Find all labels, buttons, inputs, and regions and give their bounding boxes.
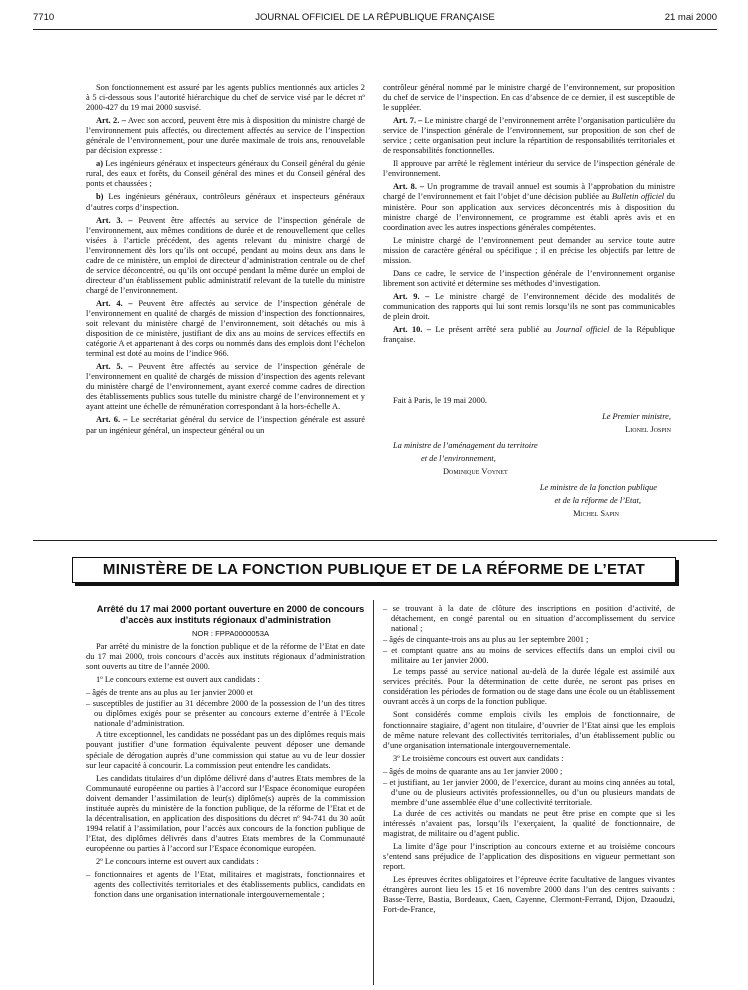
decree-body-left: [86, 642, 365, 900]
paragraph: [86, 362, 365, 412]
article-label: Art. 9. –: [393, 291, 430, 301]
article-label: Art. 2. –: [96, 116, 126, 126]
paragraph: [86, 675, 365, 685]
paragraph: [383, 269, 675, 289]
paragraph: [383, 292, 675, 322]
header-rule: [33, 29, 717, 30]
italic-title: Journal officiel: [555, 325, 610, 335]
paragraph-text: A titre exceptionnel, les candidats ne possédant pas un des diplômes requis mais pouvant justifier d’une formation équivalente peuvent déposer une demande spéciale de dérogation auprès d’une commission qui statue au vu de leur dossier sur leur capacité à concourir. La commission peut entendre les candidats.: [86, 730, 365, 770]
paragraph-text: Peuvent être affectés au service de l’inspection générale de l’environnement en qualité de chargés de mission d’inspection des agents relevant du ministère chargé de l’environnement, ayant exercé comme cadres de direction des établissements publics sous tutelle du ministre chargé de l’environnement et y ayant atteint une échelle de rémunération correspondant à la hors-échelle A.: [86, 362, 365, 412]
paragraph: [383, 875, 675, 915]
article-label: Art. 8. –: [393, 182, 425, 192]
paragraph-text: Dans ce cadre, le service de l’inspection générale de l’environnement organise librement son activité et détermine ses méthodes d’investigation.: [383, 268, 675, 288]
decree-nor: NOR : FPPA0000053A: [191, 629, 270, 638]
paragraph-text: – âgés de trente ans au plus au 1er janvier 2000 et: [86, 688, 253, 698]
article-label: Art. 3. –: [96, 215, 133, 225]
paragraph-text: 1º Le concours externe est ouvert aux candidats :: [96, 675, 260, 685]
article-label: Art. 6. –: [96, 415, 128, 425]
paragraph-text: – et justifiant, au 1er janvier 2000, de l’exercice, durant au moins cinq années au total, d’une ou de plusieurs activités professionnelles, ou d’un ou plusieurs mandats de membre d’une assemblée élue d’une collectivité territoriale.: [383, 777, 675, 807]
paragraph-text: Un programme de travail annuel est soumis à l’approbation du ministre chargé de l’environnement et fait l’objet d’une décision publiée au: [383, 182, 675, 202]
paragraph-text: Le secrétariat général du service de l’inspection générale est assuré par un ingénieur général, un inspecteur général ou un: [86, 415, 365, 435]
paragraph-text: 2º Le concours interne est ouvert aux candidats :: [96, 856, 259, 866]
paragraph: [86, 415, 365, 435]
paragraph-text: – se trouvant à la date de clôture des inscriptions en position d’activité, de détachement, en congé parental ou en situation d’accomplissement du service national ;: [383, 604, 675, 634]
env-minister-name: Dominique Voynet: [443, 467, 508, 477]
issue-date: 21 mai 2000: [664, 12, 717, 23]
paragraph: [383, 604, 675, 634]
paragraph: [383, 778, 675, 808]
section-rule: [33, 540, 717, 541]
paragraph: [383, 159, 675, 179]
paragraph-text: Le ministre chargé de l’environnement peut demander au service toute autre mission de caractère général ou spécifique ; il en précise les objectifs par lettre de mission.: [383, 235, 675, 265]
env-minister-title-2: et de l’environnement,: [421, 454, 496, 464]
top-left-column: [86, 83, 365, 439]
paragraph: [86, 774, 365, 854]
paragraph-text: 3º Le troisième concours est ouvert aux candidats :: [393, 753, 564, 763]
fp-minister-title-2: et de la réforme de l’Etat,: [554, 496, 641, 506]
paragraph: [383, 83, 675, 113]
paragraph-text: Il approuve par arrêté le règlement intérieur du service de l’inspection générale de l’environnement.: [383, 159, 675, 179]
paragraph: [86, 192, 365, 212]
paragraph-text: Les épreuves écrites obligatoires et l’épreuve écrite facultative de langues vivantes étrangères auront lieu les 15 et 16 novembre 2000 dans l’un des centres suivants : Basse-Terre, Bastia, Bordeaux, Caen, Cayenne, Clermont-Ferrand, Dijon, Dzaoudzi, Fort-de-France,: [383, 875, 675, 915]
paragraph-text: Peuvent être affectés au service de l’inspection générale de l’environnement en qualité de chargés de mission d’inspection des fonctionnaires, soit relevant du ministère chargé de l’environnement, soit détachés ou mis à disposition de ce ministère, justifiant de dix ans au moins de services effectifs en catégorie A et appartenant à des corps ou nommés dans des emplois dont l’échelon terminal est doté au moins de l’indice 966.: [86, 298, 365, 359]
ministry-banner: MINISTÈRE DE LA FONCTION PUBLIQUE ET DE LA RÉFORME DE L’ETAT: [72, 557, 676, 583]
article-label: Art. 4. –: [96, 298, 133, 308]
paragraph-text: Les ingénieurs généraux, contrôleurs généraux et inspecteurs généraux d’autres corps d’inspection.: [86, 192, 365, 212]
paragraph-text: Par arrêté du ministre de la fonction publique et de la réforme de l’Etat en date du 17 mai 2000, trois concours d’accès aux instituts régionaux d’administration sont ouverts au titre de l’année 2000.: [86, 642, 365, 672]
paragraph: [86, 159, 365, 189]
place-date: Fait à Paris, le 19 mai 2000.: [393, 396, 487, 405]
pm-name: Lionel Jospin: [625, 425, 671, 435]
paragraph: [383, 182, 675, 232]
paragraph: [383, 754, 675, 764]
page-header: [33, 12, 717, 28]
env-minister-title-1: La ministre de l’aménagement du territoire: [393, 441, 538, 451]
paragraph: [383, 842, 675, 872]
paragraph-text: – susceptibles de justifier au 31 décembre 2000 de la possession de l’un des titres ou diplômes exigés pour se présenter au concours externe d’entrée à l’Ecole nationale d’administration.: [86, 699, 365, 729]
paragraph-text: Avec son accord, peuvent être mis à disposition du ministre chargé de l’environnement puis affectés, ou directement affectés au service de l’inspection générale de l’environnement, pour une durée maximale de trois ans, renouvelable par décision expresse :: [86, 116, 365, 156]
signature-block: [383, 396, 675, 522]
paragraph-text: – âgés de cinquante-trois ans au plus au 1er septembre 2001 ;: [383, 635, 589, 645]
top-right-column: [383, 83, 675, 348]
paragraph-text: Le temps passé au service national au-delà de la durée légale est assimilé aux services précités. Pour la détermination de cette durée, ne seront pas prises en considération les périodes de formation ou de stage dans une école ou un établissement ouvrant accès à un corps de la fonction publique.: [383, 667, 675, 707]
decree-title: Arrêté du 17 mai 2000 portant ouverture en 2000 de concours d’accès aux instituts régionaux d’administration: [96, 604, 365, 625]
paragraph: [86, 299, 365, 359]
column-divider: [373, 600, 374, 985]
paragraph: [86, 730, 365, 770]
paragraph-text: Peuvent être affectés au service de l’inspection générale de l’environnement, aux mêmes conditions de durée et de renouvellement que celles visées à l’article précédent, des agents relevant du ministre chargé de l’environnement dès lors qu’ils ont occupé, pendant au moins deux ans dans le cadre de ce ministère, un emploi de directeur d’administration centrale ou de chef de service déconcentré, ou qu’ils ont occupé pendant la même durée un emploi de directeur d’un établissement public administratif relevant de la tutelle du ministre chargé de l’environnement.: [86, 215, 365, 295]
fp-minister-title-1: Le ministre de la fonction publique: [539, 483, 657, 493]
article-label: b): [96, 192, 104, 202]
paragraph: [383, 236, 675, 266]
paragraph-text: – âgés de moins de quarante ans au 1er janvier 2000 ;: [383, 766, 563, 776]
paragraph: [383, 325, 675, 345]
article-label: Art. 10. –: [393, 325, 431, 335]
fp-minister-name: Michel Sapin: [573, 509, 619, 519]
paragraph-text: Les candidats titulaires d’un diplôme délivré dans d’autres Etats membres de la Communauté européenne ou parties à l’accord sur l’Espace économique européen doivent demander l’assimilation de leur(s) diplôme(s) auprès de la commission instituée auprès du ministère de la fonction publique, de la réforme de l’Etat et de la décentralisation, en application des dispositions du décret nº 94-741 du 30 août 1994 relatif à l’assimilation, pour l’accès aux concours de la fonction publique de l’Etat, des diplômes délivrés dans d’autres Etats membres de la Communauté européenne ou parties à l’accord sur l’Espace économique européen.: [86, 773, 365, 853]
paragraph-text: La limite d’âge pour l’inscription au concours externe et au troisième concours s’entend sans préjudice de l’application des dispositions en vigueur permettant son report.: [383, 842, 675, 872]
paragraph: [383, 710, 675, 750]
paragraph-text: – et comptant quatre ans au moins de services effectifs dans un emploi civil ou militaire au 1er janvier 2000.: [383, 646, 675, 666]
paragraph-text: de la République française.: [383, 325, 675, 345]
paragraph-text: – fonctionnaires et agents de l’Etat, militaires et magistrats, fonctionnaires et agents des collectivités territoriales et des établissements publics, candidats en fonction dans une organisation internationale intergouvernementale ;: [86, 870, 365, 900]
paragraph: [86, 857, 365, 867]
paragraph-text: La durée de ces activités ou mandats ne peut être prise en compte que si les intéressés n’avaient pas, lorsqu’ils l’exerçaient, la qualité de fonctionnaire, de magistrat, de militaire ou d’agent public.: [383, 808, 675, 838]
article-label: a): [96, 159, 103, 169]
paragraph: [383, 116, 675, 156]
article-label: Art. 5. –: [96, 362, 133, 372]
paragraph-text: du ministère. Pour son application aux services déconcentrés mis à disposition du ministre chargé de l’environnement, ce programme est établi après avis et en coordination avec les autres inspections générales compétentes.: [383, 192, 675, 232]
paragraph: [383, 809, 675, 839]
paragraph-text: Son fonctionnement est assuré par les agents publics mentionnés aux articles 2 à 5 ci-dessous sous l’autorité hiérarchique du chef de service visé par le décret nº 2000-427 du 19 mai 2000 susvisé.: [86, 83, 365, 113]
paragraph: [383, 667, 675, 707]
paragraph: [86, 216, 365, 296]
paragraph: [86, 116, 365, 156]
paragraph-text: Sont considérés comme emplois civils les emplois de fonctionnaire, de fonctionnaire stagiaire, d’agent non titulaire, d’ouvrier de l’Etat ainsi que les emplois de même nature relevant des collectivités territoriales, d’un établissement public ou d’une organisation internationale intergouvernementale.: [383, 710, 675, 750]
paragraph: [86, 688, 365, 698]
bottom-right-column: [383, 604, 675, 918]
paragraph: [383, 767, 675, 777]
paragraph-text: Le ministre chargé de l’environnement arrête l’organisation particulière du service de l’inspection générale de l’environnement, sur proposition de son chef de service ; cette organisation peut inclure la répartition de responsabilités territoriales et de responsabilités fonctionnelles.: [383, 116, 676, 156]
paragraph-text: contrôleur général nommé par le ministre chargé de l’environnement, sur proposition du chef de service de l’inspection. En cas d’absence de ce dernier, il est susceptible de le suppléer.: [383, 83, 675, 113]
paragraph: [383, 646, 675, 666]
paragraph-text: Le ministre chargé de l’environnement décide des modalités de communication des rapports qui lui sont remis lorsqu’ils ne sont pas communicables de plein droit.: [383, 291, 676, 321]
paragraph: [383, 635, 675, 645]
paragraph: [86, 83, 365, 113]
bottom-left-column: [86, 604, 365, 901]
paragraph: [86, 870, 365, 900]
article-label: Art. 7. –: [393, 116, 423, 126]
pm-title: Le Premier ministre,: [602, 412, 671, 422]
page-number: 7710: [33, 12, 55, 23]
paragraph: [86, 699, 365, 729]
paragraph: [86, 642, 365, 672]
paragraph-text: Le présent arrêté sera publié au: [430, 325, 556, 335]
paragraph-text: Les ingénieurs généraux et inspecteurs généraux du Conseil général du génie rural, des eaux et forêts, du Conseil général des mines et du Conseil général des ponts et chaussées ;: [86, 159, 365, 189]
journal-title: JOURNAL OFFICIEL DE LA RÉPUBLIQUE FRANÇAISE: [255, 12, 495, 23]
italic-title: Bulletin officiel: [611, 192, 665, 202]
